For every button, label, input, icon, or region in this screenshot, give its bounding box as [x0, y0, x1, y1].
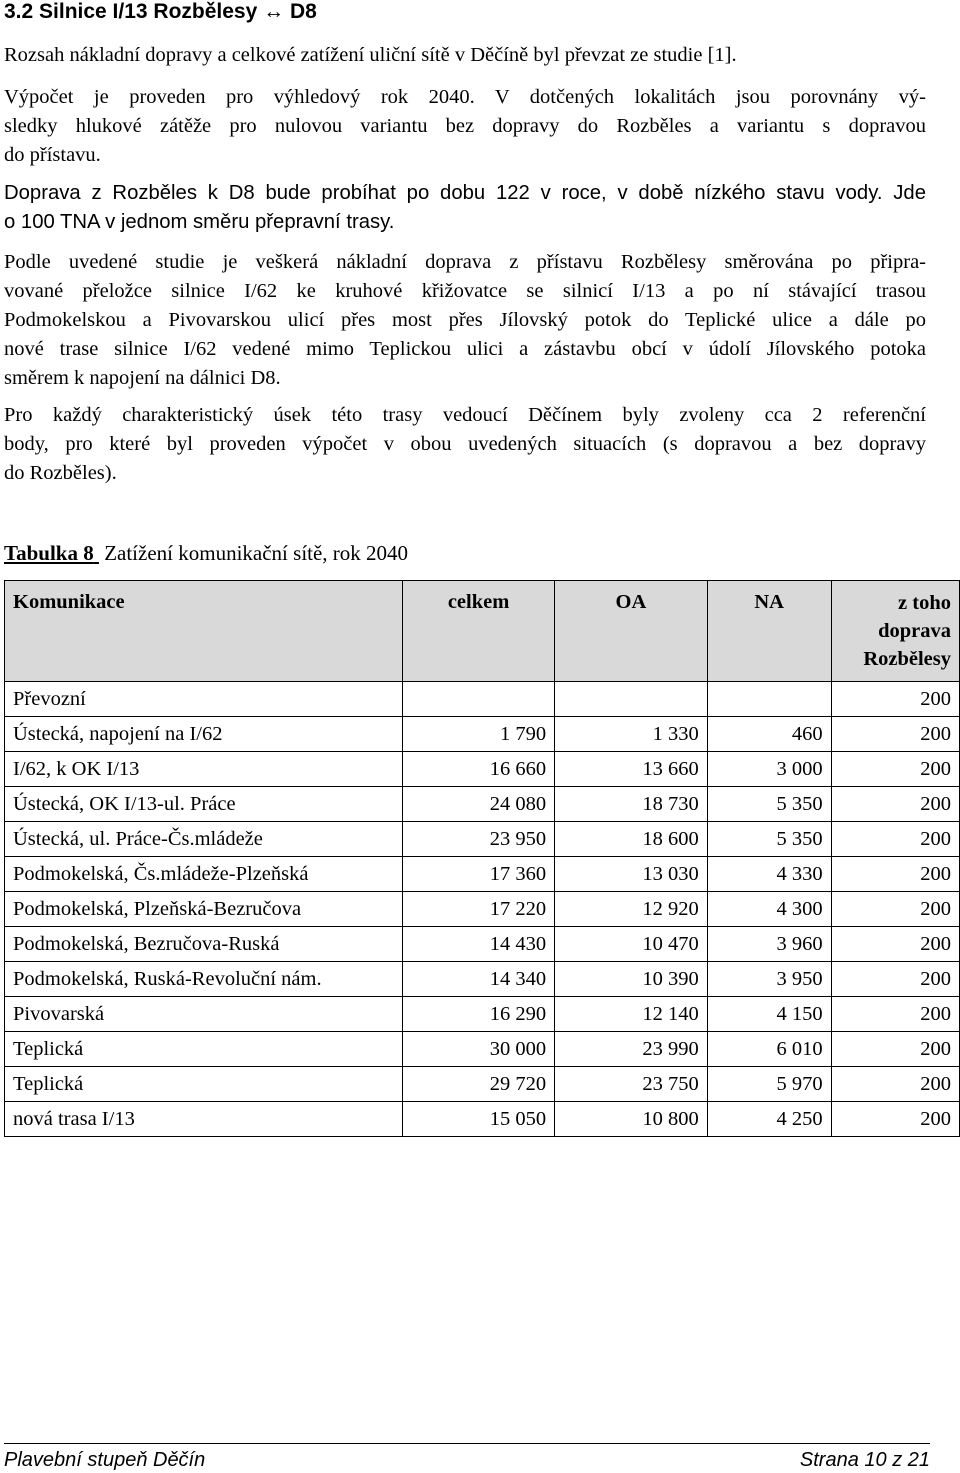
paragraph-line: Pro každý charakteristický úsek této trasy vedoucí Děčínem byly zvoleny cca 2 referenční — [4, 404, 926, 426]
cell-celkem: 29 720 — [403, 1067, 555, 1102]
cell-komunikace: Podmokelská, Čs.mládeže-Plzeňská — [5, 857, 403, 892]
cell-na — [707, 682, 831, 717]
table-caption — [4, 538, 408, 568]
cell-na: 4 300 — [707, 892, 831, 927]
cell-celkem: 14 340 — [403, 962, 555, 997]
header-oa: OA — [555, 581, 708, 682]
section-title: 3.2 Silnice I/13 Rozbělesy ↔ D8 — [4, 0, 317, 23]
paragraph-line: směrem k napojení na dálnici D8. — [4, 367, 281, 389]
cell-rozbelesy: 200 — [831, 857, 959, 892]
cell-celkem: 30 000 — [403, 1032, 555, 1067]
cell-komunikace: Teplická — [5, 1067, 403, 1102]
header-rozbelesy: z toho doprava Rozbělesy — [831, 581, 959, 682]
cell-rozbelesy: 200 — [831, 997, 959, 1032]
cell-oa: 10 390 — [555, 962, 708, 997]
cell-celkem: 15 050 — [403, 1102, 555, 1137]
cell-na: 4 150 — [707, 997, 831, 1032]
cell-komunikace: nová trasa I/13 — [5, 1102, 403, 1137]
cell-na: 6 010 — [707, 1032, 831, 1067]
cell-rozbelesy: 200 — [831, 787, 959, 822]
cell-komunikace: Ústecká, OK I/13-ul. Práce — [5, 787, 403, 822]
paragraph-scope — [4, 41, 926, 70]
footer-page-number: Strana 10 z 21 — [799, 1449, 930, 1471]
cell-komunikace: Převozní — [5, 682, 403, 717]
table-row — [5, 1102, 960, 1137]
cell-oa: 10 800 — [555, 1102, 708, 1137]
cell-celkem: 16 660 — [403, 752, 555, 787]
footer-document-title: Plavební stupeň Děčín — [4, 1449, 206, 1471]
cell-celkem: 17 360 — [403, 857, 555, 892]
cell-oa: 18 730 — [555, 787, 708, 822]
table-row — [5, 752, 960, 787]
table-row — [5, 962, 960, 997]
paragraph-line: Podle uvedené studie je veškerá nákladní doprava z přístavu Rozbělesy směrována po připra- — [4, 251, 926, 273]
table-row — [5, 787, 960, 822]
cell-celkem: 1 790 — [403, 717, 555, 752]
cell-oa: 13 660 — [555, 752, 708, 787]
cell-na: 5 350 — [707, 787, 831, 822]
cell-celkem: 14 430 — [403, 927, 555, 962]
cell-rozbelesy: 200 — [831, 1102, 959, 1137]
paragraph-line: do Rozběles). — [4, 462, 117, 484]
cell-celkem: 23 950 — [403, 822, 555, 857]
table-caption-label: Tabulka 8 — [4, 541, 94, 565]
paragraph-reference-points — [4, 401, 926, 488]
cell-oa: 1 330 — [555, 717, 708, 752]
cell-komunikace: Pivovarská — [5, 997, 403, 1032]
table-row — [5, 892, 960, 927]
table-row — [5, 1032, 960, 1067]
paragraph-line: body, pro které byl proveden výpočet v obou uvedených situacích (s dopravou a bez dopravy — [4, 433, 926, 455]
paragraph-line: do přístavu. — [4, 144, 101, 166]
cell-celkem — [403, 682, 555, 717]
traffic-load-table — [4, 580, 960, 1137]
cell-na: 5 350 — [707, 822, 831, 857]
paragraph-line: Rozsah nákladní dopravy a celkové zatížení uliční sítě v Děčíně byl převzat ze studie [1]. — [4, 44, 737, 66]
cell-oa: 12 920 — [555, 892, 708, 927]
cell-rozbelesy: 200 — [831, 1032, 959, 1067]
paragraph-line: Výpočet je proveden pro výhledový rok 2040. V dotčených lokalitách jsou porovnány vý- — [4, 86, 926, 108]
table-row — [5, 857, 960, 892]
cell-komunikace: Podmokelská, Ruská-Revoluční nám. — [5, 962, 403, 997]
cell-na: 3 950 — [707, 962, 831, 997]
cell-celkem: 24 080 — [403, 787, 555, 822]
cell-oa: 12 140 — [555, 997, 708, 1032]
paragraph-line: o 100 TNA v jednom směru přepravní trasy. — [4, 211, 395, 233]
table-row — [5, 997, 960, 1032]
cell-na: 5 970 — [707, 1067, 831, 1102]
paragraph-line: vované přeložce silnice I/62 ke kruhové křižovatce se silnicí I/13 a po ní stávající trasou — [4, 280, 926, 302]
paragraph-route — [4, 248, 926, 393]
cell-rozbelesy: 200 — [831, 682, 959, 717]
cell-rozbelesy: 200 — [831, 962, 959, 997]
cell-oa: 23 750 — [555, 1067, 708, 1102]
cell-komunikace: Teplická — [5, 1032, 403, 1067]
cell-komunikace: Ústecká, napojení na I/62 — [5, 717, 403, 752]
cell-oa — [555, 682, 708, 717]
cell-na: 460 — [707, 717, 831, 752]
paragraph-line: Doprava z Rozběles k D8 bude probíhat po dobu 122 v roce, v době nízkého stavu vody. Jde — [4, 182, 926, 204]
table-row — [5, 682, 960, 717]
table-body — [5, 682, 960, 1137]
table-caption-text: Zatížení komunikační sítě, rok 2040 — [104, 541, 409, 565]
cell-celkem: 16 290 — [403, 997, 555, 1032]
paragraph-line: Podmokelskou a Pivovarskou ulicí přes most přes Jílovský potok do Teplické ulice a dále po — [4, 309, 926, 331]
cell-na: 4 250 — [707, 1102, 831, 1137]
page-footer — [4, 1443, 930, 1472]
paragraph-calculation — [4, 83, 926, 170]
cell-komunikace: Podmokelská, Plzeňská-Bezručova — [5, 892, 403, 927]
table-row — [5, 1067, 960, 1102]
cell-rozbelesy: 200 — [831, 927, 959, 962]
cell-komunikace: I/62, k OK I/13 — [5, 752, 403, 787]
cell-oa: 18 600 — [555, 822, 708, 857]
cell-rozbelesy: 200 — [831, 822, 959, 857]
header-celkem: celkem — [403, 581, 555, 682]
cell-oa: 13 030 — [555, 857, 708, 892]
cell-rozbelesy: 200 — [831, 752, 959, 787]
table-row — [5, 717, 960, 752]
cell-komunikace: Podmokelská, Bezručova-Ruská — [5, 927, 403, 962]
cell-rozbelesy: 200 — [831, 1067, 959, 1102]
header-na: NA — [707, 581, 831, 682]
cell-oa: 23 990 — [555, 1032, 708, 1067]
table-row — [5, 927, 960, 962]
paragraph-line: nové trase silnice I/62 vedené mimo Teplickou ulici a zástavbu obcí v údolí Jílovského potoka — [4, 338, 926, 360]
cell-na: 3 000 — [707, 752, 831, 787]
table-row — [5, 822, 960, 857]
cell-na: 4 330 — [707, 857, 831, 892]
paragraph-line: sledky hlukové zátěže pro nulovou variantu bez dopravy do Rozběles a variantu s dopravou — [4, 115, 926, 137]
cell-rozbelesy: 200 — [831, 892, 959, 927]
cell-rozbelesy: 200 — [831, 717, 959, 752]
cell-komunikace: Ústecká, ul. Práce-Čs.mládeže — [5, 822, 403, 857]
cell-na: 3 960 — [707, 927, 831, 962]
cell-celkem: 17 220 — [403, 892, 555, 927]
cell-oa: 10 470 — [555, 927, 708, 962]
header-komunikace: Komunikace — [5, 581, 403, 682]
table-header-row — [5, 581, 960, 682]
paragraph-transport — [4, 179, 926, 237]
